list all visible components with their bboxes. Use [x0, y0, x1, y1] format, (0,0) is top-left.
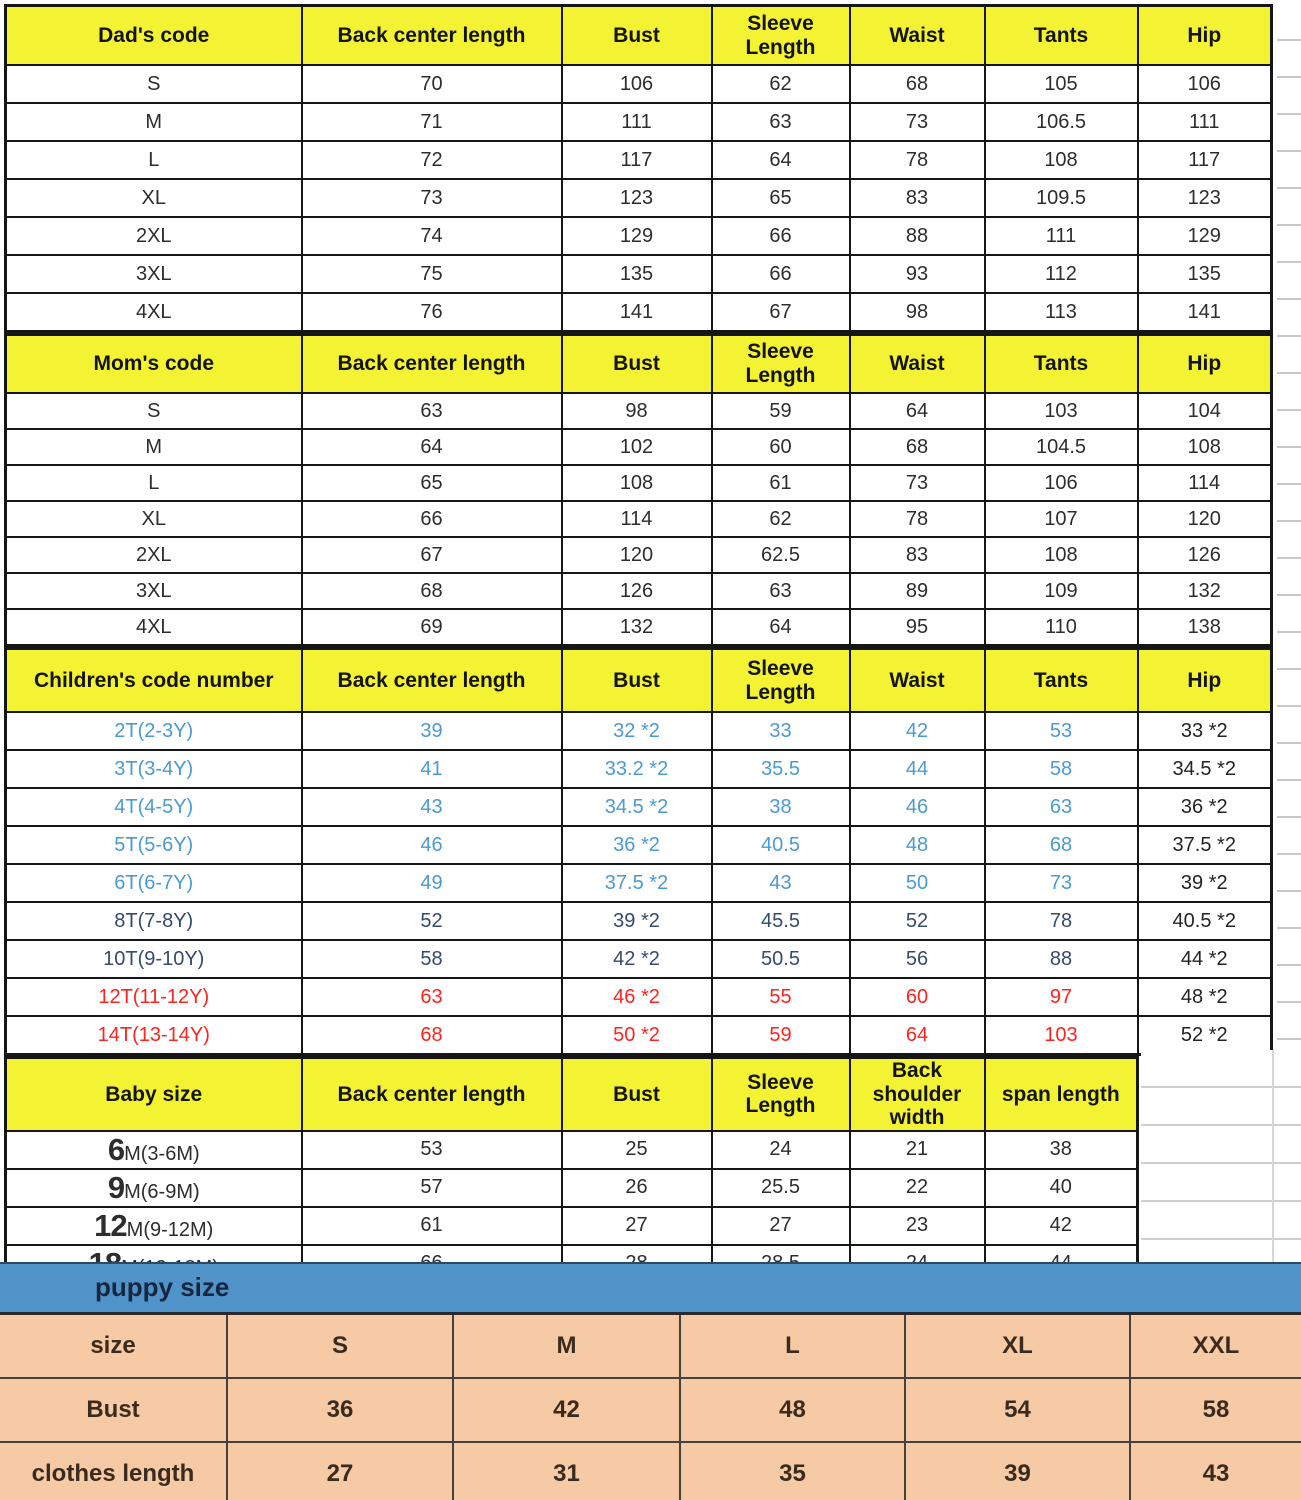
- column-header: Back center length: [302, 6, 562, 66]
- table-cell: 23: [850, 1207, 985, 1245]
- column-header: Tants: [985, 6, 1138, 66]
- dad-table-body: [6, 65, 1272, 332]
- table-cell: M: [453, 1314, 680, 1379]
- table-cell: L: [6, 141, 302, 179]
- table-cell: 50.5: [712, 940, 850, 978]
- puppy-table-body: [0, 1314, 1301, 1500]
- table-cell: 36 *2: [562, 826, 712, 864]
- column-header: Back center length: [302, 649, 562, 713]
- table-row: [6, 902, 1272, 940]
- table-cell: 48: [850, 826, 985, 864]
- table-cell: 114: [1138, 465, 1272, 501]
- table-cell: 138: [1138, 609, 1272, 646]
- column-header: Children's code number: [6, 649, 302, 713]
- table-cell: 54: [905, 1378, 1130, 1442]
- table-cell: 3XL: [6, 255, 302, 293]
- table-cell: 68: [985, 826, 1138, 864]
- table-cell: 113: [985, 293, 1138, 332]
- table-cell: 61: [712, 465, 850, 501]
- table-cell: 37.5 *2: [1138, 826, 1272, 864]
- table-row: [6, 1131, 1138, 1169]
- table-cell: 3T(3-4Y): [6, 750, 302, 788]
- table-cell: 114: [562, 501, 712, 537]
- table-cell: 75: [302, 255, 562, 293]
- table-cell: 2XL: [6, 217, 302, 255]
- table-cell: 35: [680, 1442, 905, 1500]
- table-cell: 55: [712, 978, 850, 1016]
- puppy-size-table: [0, 1312, 1301, 1500]
- table-cell: 50: [850, 864, 985, 902]
- table-cell: 123: [562, 179, 712, 217]
- table-cell: 62.5: [712, 537, 850, 573]
- table-cell: 126: [1138, 537, 1272, 573]
- table-cell: 120: [562, 537, 712, 573]
- table-cell: 98: [850, 293, 985, 332]
- table-cell: 67: [712, 293, 850, 332]
- table-cell: S: [6, 393, 302, 429]
- table-cell: 102: [562, 429, 712, 465]
- table-cell: 111: [562, 103, 712, 141]
- table-row: [6, 609, 1272, 646]
- table-cell: 44: [850, 750, 985, 788]
- table-cell: M: [6, 103, 302, 141]
- table-cell: 73: [850, 465, 985, 501]
- table-cell: 33: [712, 712, 850, 750]
- table-cell: 64: [302, 429, 562, 465]
- table-cell: 46: [302, 826, 562, 864]
- table-cell: XL: [6, 501, 302, 537]
- mom-table-body: [6, 393, 1272, 646]
- table-row: [6, 573, 1272, 609]
- table-cell: 48: [680, 1378, 905, 1442]
- table-cell: 58: [302, 940, 562, 978]
- table-cell: 3XL: [6, 573, 302, 609]
- table-cell: 38: [712, 788, 850, 826]
- table-cell: 66: [712, 255, 850, 293]
- table-row: [6, 465, 1272, 501]
- column-header: Waist: [850, 649, 985, 713]
- table-cell: 117: [562, 141, 712, 179]
- table-cell: 65: [712, 179, 850, 217]
- table-cell: 104.5: [985, 429, 1138, 465]
- table-cell: 63: [985, 788, 1138, 826]
- table-cell: 111: [985, 217, 1138, 255]
- table-cell: 68: [302, 573, 562, 609]
- table-cell: 41: [302, 750, 562, 788]
- table-row: [0, 1442, 1301, 1500]
- table-cell: 108: [985, 537, 1138, 573]
- column-header: Waist: [850, 6, 985, 66]
- table-cell: 60: [850, 978, 985, 1016]
- table-row: [6, 293, 1272, 332]
- table-cell: 6T(6-7Y): [6, 864, 302, 902]
- table-cell: 34.5 *2: [1138, 750, 1272, 788]
- table-cell: 39: [905, 1442, 1130, 1500]
- table-cell: 141: [1138, 293, 1272, 332]
- table-cell: 132: [562, 609, 712, 646]
- table-cell: 64: [850, 393, 985, 429]
- table-row: [6, 864, 1272, 902]
- table-cell: 24: [712, 1131, 850, 1169]
- table-cell: 123: [1138, 179, 1272, 217]
- table-row: [6, 393, 1272, 429]
- table-cell: 50 *2: [562, 1016, 712, 1055]
- table-row: [6, 1207, 1138, 1245]
- table-row: [6, 217, 1272, 255]
- table-cell: 108: [985, 141, 1138, 179]
- table-cell: M: [6, 429, 302, 465]
- table-cell: 106: [1138, 65, 1272, 103]
- table-cell: 43: [712, 864, 850, 902]
- table-cell: 83: [850, 179, 985, 217]
- table-cell: 46 *2: [562, 978, 712, 1016]
- table-cell: 8T(7-8Y): [6, 902, 302, 940]
- table-cell: S: [227, 1314, 453, 1379]
- table-cell: 60: [712, 429, 850, 465]
- table-cell: 43: [302, 788, 562, 826]
- table-row: [6, 65, 1272, 103]
- table-cell: 62: [712, 501, 850, 537]
- table-row: [6, 750, 1272, 788]
- table-cell: 73: [850, 103, 985, 141]
- table-cell: 12T(11-12Y): [6, 978, 302, 1016]
- table-cell: XL: [905, 1314, 1130, 1379]
- children-size-table: [4, 647, 1273, 1056]
- dad-table-header: [6, 6, 1272, 66]
- table-cell: 48 *2: [1138, 978, 1272, 1016]
- column-header: Tants: [985, 335, 1138, 394]
- table-cell: 93: [850, 255, 985, 293]
- table-row: [6, 1016, 1272, 1055]
- column-header: Hip: [1138, 335, 1272, 394]
- baby-table-body: [6, 1131, 1138, 1284]
- table-cell: 63: [302, 978, 562, 1016]
- table-cell: 103: [985, 393, 1138, 429]
- table-cell: 58: [985, 750, 1138, 788]
- column-header: Bust: [562, 1058, 712, 1131]
- table-cell: 53: [985, 712, 1138, 750]
- table-row: [6, 1169, 1138, 1207]
- table-cell: 64: [712, 609, 850, 646]
- table-cell: 44 *2: [1138, 940, 1272, 978]
- table-cell: 103: [985, 1016, 1138, 1055]
- gridline: [1272, 1050, 1274, 1262]
- dad-size-table: [4, 4, 1273, 333]
- header-row: [6, 1058, 1138, 1131]
- table-cell: 105: [985, 65, 1138, 103]
- table-cell: 64: [712, 141, 850, 179]
- table-cell: 4XL: [6, 609, 302, 646]
- table-cell: 39: [302, 712, 562, 750]
- table-cell: 111: [1138, 103, 1272, 141]
- column-header: Baby size: [6, 1058, 302, 1131]
- table-cell: 70: [302, 65, 562, 103]
- puppy-size-banner: [0, 1262, 1301, 1312]
- table-cell: 6M(3-6M): [6, 1131, 302, 1169]
- header-row: [6, 335, 1272, 394]
- table-cell: 42: [850, 712, 985, 750]
- table-cell: 64: [850, 1016, 985, 1055]
- column-header: Tants: [985, 649, 1138, 713]
- table-cell: 97: [985, 978, 1138, 1016]
- table-cell: 106: [562, 65, 712, 103]
- table-cell: 74: [302, 217, 562, 255]
- table-cell: 52: [302, 902, 562, 940]
- table-cell: 22: [850, 1169, 985, 1207]
- table-cell: 117: [1138, 141, 1272, 179]
- table-cell: 14T(13-14Y): [6, 1016, 302, 1055]
- table-cell: 98: [562, 393, 712, 429]
- table-cell: 110: [985, 609, 1138, 646]
- header-row: [6, 649, 1272, 713]
- table-cell: 78: [850, 141, 985, 179]
- table-cell: 66: [302, 501, 562, 537]
- table-row: [6, 179, 1272, 217]
- table-cell: 42 *2: [562, 940, 712, 978]
- table-cell: 112: [985, 255, 1138, 293]
- table-row: [0, 1378, 1301, 1442]
- table-row: [6, 103, 1272, 141]
- table-cell: 36: [227, 1378, 453, 1442]
- table-cell: 135: [1138, 255, 1272, 293]
- table-cell: 4XL: [6, 293, 302, 332]
- column-header: span length: [985, 1058, 1138, 1131]
- table-cell: 59: [712, 393, 850, 429]
- table-cell: 108: [1138, 429, 1272, 465]
- table-cell: 4T(4-5Y): [6, 788, 302, 826]
- baby-size-table: [4, 1056, 1139, 1285]
- table-row: [6, 978, 1272, 1016]
- table-cell: 21: [850, 1131, 985, 1169]
- table-cell: 72: [302, 141, 562, 179]
- column-header: Mom's code: [6, 335, 302, 394]
- header-row: [6, 6, 1272, 66]
- table-cell: 12M(9-12M): [6, 1207, 302, 1245]
- table-cell: 132: [1138, 573, 1272, 609]
- table-cell: 33.2 *2: [562, 750, 712, 788]
- table-row: [6, 429, 1272, 465]
- column-header: Sleeve Length: [712, 6, 850, 66]
- table-cell: 66: [712, 217, 850, 255]
- column-header: Sleeve Length: [712, 1058, 850, 1131]
- column-header: Bust: [562, 335, 712, 394]
- table-cell: 108: [562, 465, 712, 501]
- table-cell: 62: [712, 65, 850, 103]
- table-cell: 10T(9-10Y): [6, 940, 302, 978]
- column-header: Bust: [562, 649, 712, 713]
- table-cell: L: [680, 1314, 905, 1379]
- table-cell: 78: [985, 902, 1138, 940]
- table-cell: 45.5: [712, 902, 850, 940]
- table-cell: 9M(6-9M): [6, 1169, 302, 1207]
- table-cell: 26: [562, 1169, 712, 1207]
- table-cell: 36 *2: [1138, 788, 1272, 826]
- table-cell: 2XL: [6, 537, 302, 573]
- column-header: Back shoulder width: [850, 1058, 985, 1131]
- table-cell: 69: [302, 609, 562, 646]
- table-cell: 73: [985, 864, 1138, 902]
- table-row: [6, 141, 1272, 179]
- mom-table-header: [6, 335, 1272, 394]
- table-cell: 76: [302, 293, 562, 332]
- baby-table-header: [6, 1058, 1138, 1131]
- column-header: Back center length: [302, 335, 562, 394]
- table-cell: 106: [985, 465, 1138, 501]
- table-cell: 56: [850, 940, 985, 978]
- table-cell: 49: [302, 864, 562, 902]
- column-header: Sleeve Length: [712, 649, 850, 713]
- table-cell: 78: [850, 501, 985, 537]
- table-row: [6, 826, 1272, 864]
- table-cell: 129: [562, 217, 712, 255]
- table-cell: 52 *2: [1138, 1016, 1272, 1055]
- table-cell: 107: [985, 501, 1138, 537]
- column-header: Bust: [562, 6, 712, 66]
- table-cell: 39 *2: [1138, 864, 1272, 902]
- table-cell: 65: [302, 465, 562, 501]
- children-table-body: [6, 712, 1272, 1055]
- table-cell: 25.5: [712, 1169, 850, 1207]
- spreadsheet-gridline-strip: [1277, 4, 1301, 1050]
- table-cell: 32 *2: [562, 712, 712, 750]
- table-cell: 52: [850, 902, 985, 940]
- table-cell: 43: [1130, 1442, 1301, 1500]
- table-cell: 31: [453, 1442, 680, 1500]
- table-row: [6, 537, 1272, 573]
- table-cell: 71: [302, 103, 562, 141]
- table-cell: XL: [6, 179, 302, 217]
- table-cell: 63: [712, 573, 850, 609]
- table-cell: 120: [1138, 501, 1272, 537]
- table-cell: 109: [985, 573, 1138, 609]
- table-cell: 25: [562, 1131, 712, 1169]
- table-cell: 40.5 *2: [1138, 902, 1272, 940]
- table-cell: 53: [302, 1131, 562, 1169]
- table-cell: L: [6, 465, 302, 501]
- table-cell: 95: [850, 609, 985, 646]
- table-row: [0, 1314, 1301, 1379]
- table-cell: 109.5: [985, 179, 1138, 217]
- table-cell: 63: [302, 393, 562, 429]
- table-cell: 106.5: [985, 103, 1138, 141]
- table-cell: 141: [562, 293, 712, 332]
- table-cell: 27: [562, 1207, 712, 1245]
- table-cell: 33 *2: [1138, 712, 1272, 750]
- table-cell: 126: [562, 573, 712, 609]
- table-cell: 42: [453, 1378, 680, 1442]
- table-cell: 46: [850, 788, 985, 826]
- table-cell: Bust: [0, 1378, 227, 1442]
- table-cell: 27: [227, 1442, 453, 1500]
- column-header: Hip: [1138, 649, 1272, 713]
- table-cell: 135: [562, 255, 712, 293]
- table-cell: 39 *2: [562, 902, 712, 940]
- table-cell: 67: [302, 537, 562, 573]
- table-cell: 58: [1130, 1378, 1301, 1442]
- column-header: Back center length: [302, 1058, 562, 1131]
- mom-size-table: [4, 333, 1273, 647]
- column-header: Hip: [1138, 6, 1272, 66]
- table-row: [6, 501, 1272, 537]
- table-cell: 68: [850, 429, 985, 465]
- column-header: Sleeve Length: [712, 335, 850, 394]
- table-row: [6, 255, 1272, 293]
- table-cell: 73: [302, 179, 562, 217]
- table-cell: 83: [850, 537, 985, 573]
- table-cell: 88: [985, 940, 1138, 978]
- table-cell: 59: [712, 1016, 850, 1055]
- table-cell: 104: [1138, 393, 1272, 429]
- table-cell: 40: [985, 1169, 1138, 1207]
- column-header: Waist: [850, 335, 985, 394]
- table-cell: 57: [302, 1169, 562, 1207]
- table-cell: 27: [712, 1207, 850, 1245]
- table-row: [6, 712, 1272, 750]
- table-cell: XXL: [1130, 1314, 1301, 1379]
- children-table-header: [6, 649, 1272, 713]
- table-cell: 129: [1138, 217, 1272, 255]
- table-cell: 63: [712, 103, 850, 141]
- table-cell: 35.5: [712, 750, 850, 788]
- table-cell: 42: [985, 1207, 1138, 1245]
- table-cell: 68: [302, 1016, 562, 1055]
- table-cell: 88: [850, 217, 985, 255]
- table-cell: 61: [302, 1207, 562, 1245]
- puppy-size-banner-label: puppy size: [95, 1272, 230, 1302]
- table-cell: 38: [985, 1131, 1138, 1169]
- table-cell: 2T(2-3Y): [6, 712, 302, 750]
- table-cell: 37.5 *2: [562, 864, 712, 902]
- table-cell: 68: [850, 65, 985, 103]
- table-cell: size: [0, 1314, 227, 1379]
- table-cell: S: [6, 65, 302, 103]
- spreadsheet-gridline-area: [1141, 1050, 1301, 1262]
- column-header: Dad's code: [6, 6, 302, 66]
- table-cell: clothes length: [0, 1442, 227, 1500]
- table-cell: 40.5: [712, 826, 850, 864]
- size-tables: [4, 4, 1270, 1285]
- table-cell: 89: [850, 573, 985, 609]
- table-cell: 34.5 *2: [562, 788, 712, 826]
- table-row: [6, 940, 1272, 978]
- table-cell: 5T(5-6Y): [6, 826, 302, 864]
- table-row: [6, 788, 1272, 826]
